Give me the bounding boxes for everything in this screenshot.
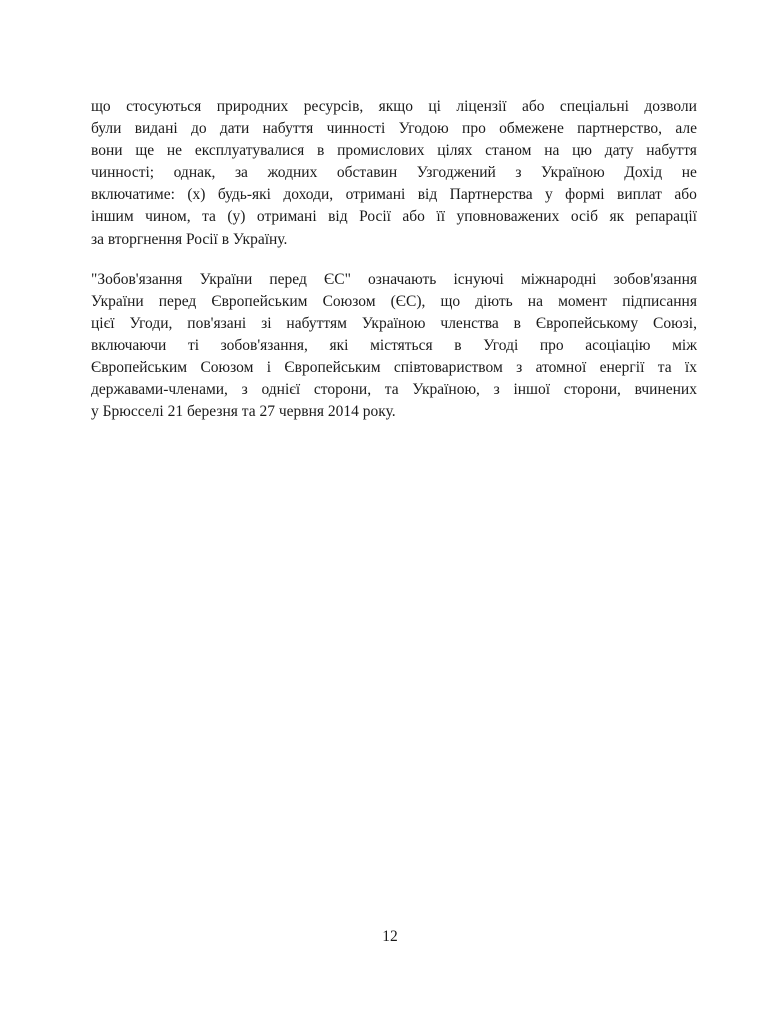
paragraph-line: державами-членами, з однієї сторони, та Україною, з іншої сторони, вчинених	[91, 381, 697, 399]
paragraph-line: вони ще не експлуатувалися в промислових цілях станом на цю дату набуття	[91, 142, 697, 160]
paragraph-line: "Зобов'язання України перед ЄС" означають існуючі міжнародні зобов'язання	[91, 270, 697, 288]
paragraph-line: були видані до дати набуття чинності Угодою про обмежене партнерство, але	[91, 120, 697, 138]
paragraph-line: іншим чином, та (y) отримані від Росії або її уповноважених осіб як репарації	[91, 208, 697, 226]
paragraph-line: чинності; однак, за жодних обставин Узгоджений з Україною Дохід не	[91, 164, 697, 182]
paragraph-line: включатиме: (x) будь-які доходи, отримані від Партнерства у формі виплат або	[91, 186, 697, 204]
paragraph-line: включаючи ті зобов'язання, які містяться в Угоді про асоціацію між	[91, 336, 697, 354]
paragraph-2	[91, 269, 697, 424]
paragraph-line: Європейським Союзом і Європейським співтовариством з атомної енергії та їх	[91, 359, 697, 377]
paragraph-line: цієї Угоди, пов'язані зі набуттям Україною членства в Європейському Союзі,	[91, 314, 697, 332]
page-number: 12	[382, 928, 398, 945]
paragraph-1	[91, 96, 697, 251]
document-body	[91, 96, 697, 423]
paragraph-spacer	[91, 251, 697, 269]
paragraph-line: що стосуються природних ресурсів, якщо ці ліцензії або спеціальні дозволи	[91, 98, 697, 115]
paragraph-line: за вторгнення Росії в Україну.	[91, 230, 288, 248]
paragraph-line: у Брюсселі 21 березня та 27 червня 2014 року.	[91, 403, 396, 421]
paragraph-line: України перед Європейським Союзом (ЄС), що діють на момент підписання	[91, 292, 697, 310]
